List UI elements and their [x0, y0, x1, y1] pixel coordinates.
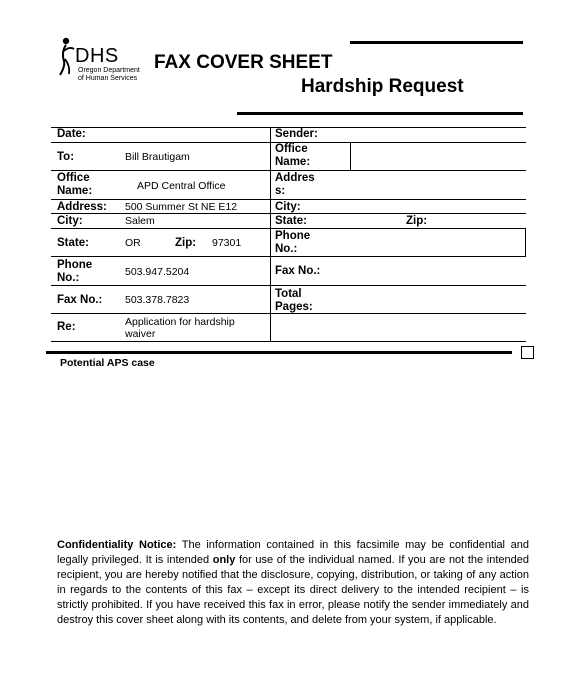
- zip-value: 97301: [212, 237, 242, 249]
- sender-address-label: Address:: [275, 172, 315, 197]
- header-top-rule: [350, 41, 523, 44]
- sender-zip-label: Zip:: [406, 215, 428, 227]
- aps-case-checkbox[interactable]: [521, 346, 534, 359]
- table-line: [51, 199, 526, 200]
- logo-wordmark: DHS: [75, 45, 119, 67]
- phone-label: Phone No.:: [57, 259, 93, 284]
- table-line: [51, 341, 526, 342]
- table-divider: [270, 127, 271, 341]
- table-divider: [350, 142, 351, 170]
- header-bottom-rule: [237, 112, 523, 115]
- notice-text-2: for use of the individual named. If you are not the intended recipient, you are hereby notified that the disclosure, copying, distribution, or taking of any action in regards to the contents of this fax – except its direct delivery to the intended recipient – is strictly prohibited. If you have received this fax in error, please notify the sender immediately and destroy this cover sheet along with its contents, and delete from your system, if applicable.: [57, 554, 529, 626]
- sender-fax-label: Fax No.:: [275, 265, 321, 277]
- address-label: Address:: [57, 201, 107, 213]
- page-subtitle: Hardship Request: [301, 76, 464, 97]
- fax-value: 503.378.7823: [125, 294, 190, 306]
- zip-label: Zip:: [175, 237, 197, 249]
- to-value: Bill Brautigam: [125, 151, 190, 163]
- page-title: FAX COVER SHEET: [154, 52, 333, 73]
- office-name-value: APD Central Office: [137, 180, 226, 192]
- sender-office-name-label: Office Name:: [275, 143, 311, 168]
- address-value: 500 Summer St NE E12: [125, 201, 238, 213]
- fax-label: Fax No.:: [57, 294, 103, 306]
- sender-total-pages-label: Total Pages:: [275, 288, 313, 313]
- notice-heading: Confidentiality Notice:: [57, 539, 177, 551]
- table-line: [51, 170, 526, 171]
- state-value: OR: [125, 237, 141, 249]
- re-value: Application for hardship waiver: [125, 316, 235, 340]
- sender-city-label: City:: [275, 201, 301, 213]
- state-label: State:: [57, 237, 89, 249]
- section-divider: [46, 351, 512, 354]
- to-label: To:: [57, 151, 75, 163]
- logo-line-2: of Human Services: [78, 75, 138, 82]
- sender-label: Sender:: [275, 128, 318, 140]
- logo-line-1: Oregon Department: [78, 67, 140, 74]
- sender-state-label: State:: [275, 215, 307, 227]
- sender-phone-label: Phone No.:: [275, 230, 311, 255]
- notice-text-1: The information contained in this facsimile may be confidential and legally privileged. It is intended: [57, 539, 529, 566]
- dhs-logo: [58, 37, 153, 89]
- phone-value: 503.947.5204: [125, 266, 190, 278]
- office-name-label: Office Name:: [57, 172, 93, 197]
- confidentiality-notice: [57, 538, 529, 628]
- city-label: City:: [57, 215, 83, 227]
- table-line: [51, 285, 526, 286]
- table-divider: [525, 228, 526, 256]
- table-line: [51, 256, 526, 257]
- notice-emphasis: only: [212, 554, 236, 566]
- re-label: Re:: [57, 321, 76, 333]
- date-label: Date:: [57, 128, 86, 140]
- aps-case-label: Potential APS case: [60, 357, 155, 369]
- table-line: [51, 228, 526, 229]
- city-value: Salem: [125, 215, 155, 227]
